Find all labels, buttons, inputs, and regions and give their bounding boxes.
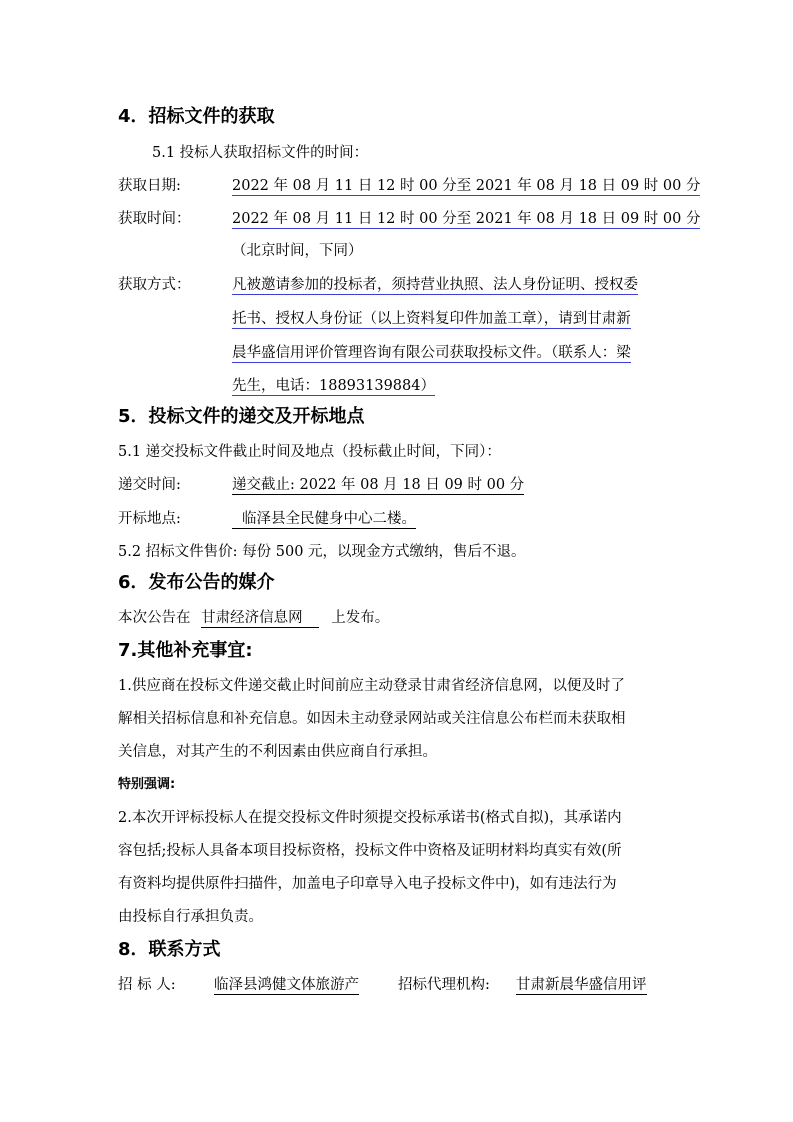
obtain-method-label: 获取方式： bbox=[118, 277, 191, 293]
special-emphasis-label: 特别强调: bbox=[118, 777, 176, 792]
obtain-time-label: 获取时间： bbox=[118, 211, 191, 227]
agent-label: 招标代理机构: bbox=[398, 977, 490, 993]
submit-time-label: 递交时间: bbox=[118, 477, 181, 493]
media-prefix: 本次公告在 bbox=[118, 610, 191, 626]
obtain-method-line: 先生，电话：18893139884） bbox=[232, 378, 435, 394]
obtain-date-value: 2022 年 08 月 11 日 12 时 00 分至 2021 年 08 月 18 日 09 时 00 分 bbox=[232, 178, 701, 194]
paragraph-line: 1.供应商在投标文件递交截止时间前应主动登录甘肃省经济信息网，以便及时了 bbox=[118, 678, 625, 694]
price-line: 5.2 招标文件售价: 每份 500 元，以现金方式缴纳，售后不退。 bbox=[118, 544, 526, 560]
open-place-label: 开标地点: bbox=[118, 511, 181, 527]
obtain-time-value: 2022 年 08 月 11 日 12 时 00 分至 2021 年 08 月 18 日 09 时 00 分 bbox=[232, 211, 701, 227]
paragraph-line: 2.本次开评标投标人在提交投标文件时须提交投标承诺书(格式自拟)，其承诺内 bbox=[118, 810, 622, 826]
obtain-method-line: 凡被邀请参加的投标者，须持营业执照、法人身份证明、授权委 bbox=[232, 277, 638, 293]
obtain-method-line: 晨华盛信用评价管理咨询有限公司获取投标文件。（联系人：梁 bbox=[232, 345, 631, 361]
submit-time-value: 递交截止: 2022 年 08 月 18 日 09 时 00 分 bbox=[232, 477, 525, 493]
section-5-subtitle: 5.1 递交投标文件截止时间及地点（投标截止时间，下同）： bbox=[118, 444, 501, 460]
obtain-date-label: 获取日期: bbox=[118, 178, 181, 194]
paragraph-line: 有资料均提供原件扫描件，加盖电子印章导入电子投标文件中)，如有违法行为 bbox=[118, 876, 617, 892]
section-4-subtitle: 5.1 投标人获取招标文件的时间： bbox=[152, 145, 369, 161]
open-place-value: 临泽县全民健身中心二楼。 bbox=[232, 508, 416, 530]
obtain-method-line: 托书、授权人身份证（以上资料复印件加盖工章），请到甘肃新 bbox=[232, 311, 631, 327]
agent-value: 甘肃新晨华盛信用评 bbox=[516, 977, 647, 993]
section-7-title: 7.其他补充事宜: bbox=[118, 640, 253, 661]
tenderer-value: 临泽县鸿健文体旅游产 bbox=[214, 977, 359, 993]
obtain-time-note: （北京时间，下同） bbox=[232, 243, 363, 259]
tenderer-label: 招 标 人: bbox=[118, 977, 176, 993]
paragraph-line: 解相关招标信息和补充信息。如因未主动登录网站或关注信息公布栏而未获取相 bbox=[118, 711, 626, 727]
section-6-title: 6．发布公告的媒介 bbox=[118, 572, 275, 593]
media-suffix: 上发布。 bbox=[331, 610, 390, 626]
paragraph-line: 关信息，对其产生的不利因素由供应商自行承担。 bbox=[118, 744, 437, 760]
paragraph-line: 由投标自行承担负责。 bbox=[118, 909, 263, 925]
section-5-title: 5．投标文件的递交及开标地点 bbox=[118, 406, 365, 427]
paragraph-line: 容包括;投标人具备本项目投标资格，投标文件中资格及证明材料均真实有效(所 bbox=[118, 843, 622, 859]
media-name: 甘肃经济信息网 bbox=[201, 610, 319, 628]
section-4-title: 4．招标文件的获取 bbox=[118, 106, 275, 127]
media-line bbox=[118, 607, 389, 629]
section-8-title: 8．联系方式 bbox=[118, 939, 221, 960]
